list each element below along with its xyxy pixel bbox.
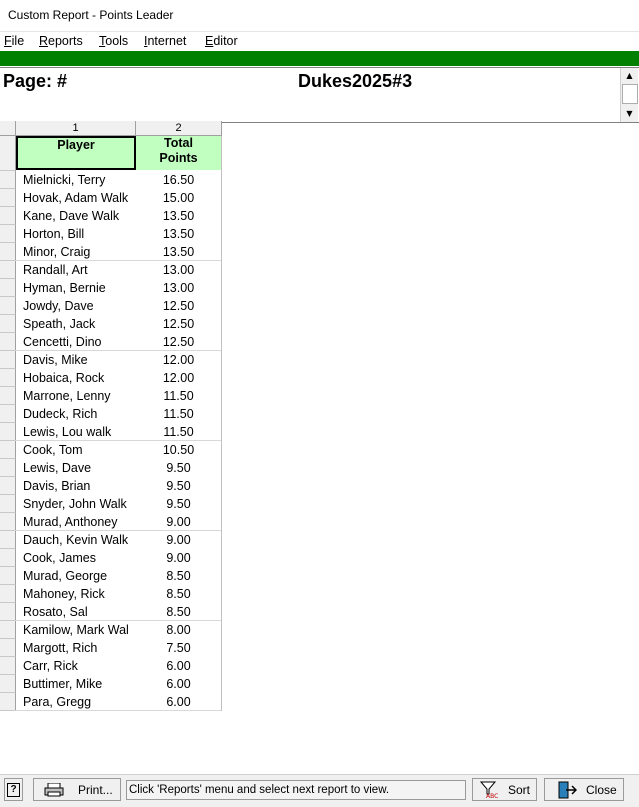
points-cell[interactable]: 13.00 xyxy=(162,263,195,277)
status-bar xyxy=(0,774,639,807)
player-name-cell[interactable]: Horton, Bill xyxy=(23,227,85,241)
points-header-cell[interactable]: Total Points xyxy=(136,136,221,170)
row-header[interactable] xyxy=(0,495,16,513)
points-cell[interactable]: 7.50 xyxy=(166,641,191,655)
points-cell[interactable]: 12.50 xyxy=(162,299,195,313)
help-button[interactable] xyxy=(4,778,23,801)
row-header[interactable] xyxy=(0,621,16,639)
player-name-cell[interactable]: Dauch, Kevin Walk xyxy=(23,533,129,547)
points-cell[interactable]: 12.50 xyxy=(162,335,195,349)
row-header[interactable] xyxy=(0,675,16,693)
row-header[interactable] xyxy=(0,603,16,621)
points-cell[interactable]: 6.00 xyxy=(166,695,191,709)
row-header[interactable] xyxy=(0,513,16,531)
points-cell[interactable]: 13.50 xyxy=(162,209,195,223)
svg-text:ABC: ABC xyxy=(486,792,499,799)
menu-internet[interactable]: Internet xyxy=(144,34,187,48)
player-name-cell[interactable]: Lewis, Dave xyxy=(23,461,92,475)
corner-cell xyxy=(0,121,16,136)
close-label: Close xyxy=(586,782,617,797)
points-cell[interactable]: 9.00 xyxy=(166,515,191,529)
points-cell[interactable]: 8.50 xyxy=(166,587,191,601)
points-cell[interactable]: 9.00 xyxy=(166,551,191,565)
points-cell[interactable]: 6.00 xyxy=(166,659,191,673)
grid-right-border xyxy=(221,136,222,711)
page-label: Page: # xyxy=(3,71,68,91)
print-label: Print... xyxy=(78,782,113,797)
points-cell[interactable]: 9.50 xyxy=(166,461,191,475)
row-header[interactable] xyxy=(0,207,16,225)
scroll-up-arrow-icon[interactable]: ▲ xyxy=(626,71,633,80)
row-header[interactable] xyxy=(0,657,16,675)
row-header[interactable] xyxy=(0,333,16,351)
points-cell[interactable]: 13.50 xyxy=(162,227,195,241)
exit-door-icon xyxy=(557,781,577,799)
row-header[interactable] xyxy=(0,279,16,297)
player-name-cell[interactable]: Buttimer, Mike xyxy=(23,677,103,691)
status-message: Click 'Reports' menu and select next report to view. xyxy=(126,780,466,800)
report-header xyxy=(0,67,639,123)
player-name-cell[interactable]: Hovak, Adam Walk xyxy=(23,191,129,205)
row-header[interactable] xyxy=(0,477,16,495)
row-header[interactable] xyxy=(0,261,16,279)
player-name-cell[interactable]: Marrone, Lenny xyxy=(23,389,111,403)
points-cell[interactable]: 13.50 xyxy=(162,245,195,259)
points-cell[interactable]: 16.50 xyxy=(162,173,195,187)
points-cell[interactable]: 12.50 xyxy=(162,317,195,331)
points-cell[interactable]: 8.00 xyxy=(166,623,191,637)
points-cell[interactable]: 11.50 xyxy=(163,389,194,403)
player-name-cell[interactable]: Minor, Craig xyxy=(23,245,91,259)
row-header[interactable] xyxy=(0,423,16,441)
points-cell[interactable]: 15.00 xyxy=(162,191,195,205)
scroll-down-arrow-icon[interactable]: ▼ xyxy=(626,109,633,118)
column-header-2[interactable]: 2 xyxy=(136,121,222,136)
menu-bar xyxy=(0,32,639,50)
row-header[interactable] xyxy=(0,225,16,243)
header-scrollbar[interactable] xyxy=(620,68,638,122)
points-cell[interactable]: 9.50 xyxy=(166,479,191,493)
group-divider xyxy=(15,710,222,711)
player-name-cell[interactable]: Carr, Rick xyxy=(23,659,78,673)
row-header[interactable] xyxy=(0,387,16,405)
points-cell[interactable]: 8.50 xyxy=(166,569,191,583)
window-title: Custom Report - Points Leader xyxy=(8,8,174,22)
player-name-cell[interactable]: Lewis, Lou walk xyxy=(23,425,112,439)
row-header[interactable] xyxy=(0,441,16,459)
row-header[interactable] xyxy=(0,171,16,189)
points-cell[interactable]: 12.00 xyxy=(162,371,195,385)
player-name-cell[interactable]: Davis, Mike xyxy=(23,353,88,367)
printer-icon xyxy=(44,783,64,797)
menu-reports[interactable]: Reports xyxy=(39,34,83,48)
accent-bar xyxy=(0,51,639,66)
row-header[interactable] xyxy=(0,315,16,333)
player-name-cell[interactable]: Margott, Rich xyxy=(23,641,98,655)
player-name-cell[interactable]: Hobaica, Rock xyxy=(23,371,105,385)
points-cell[interactable]: 6.00 xyxy=(166,677,191,691)
player-name-cell[interactable]: Speath, Jack xyxy=(23,317,96,331)
report-name: Dukes2025#3 xyxy=(298,71,413,91)
player-name-cell[interactable]: Mahoney, Rick xyxy=(23,587,105,601)
menu-file[interactable]: File xyxy=(4,34,25,48)
player-name-cell[interactable]: Murad, Anthoney xyxy=(23,515,118,529)
row-header[interactable] xyxy=(0,405,16,423)
row-header[interactable] xyxy=(0,351,16,369)
player-name-cell[interactable]: Cook, Tom xyxy=(23,443,83,457)
sort-label: Sort xyxy=(508,782,531,797)
points-cell[interactable]: 13.00 xyxy=(162,281,195,295)
player-header-cell[interactable]: Player xyxy=(16,136,136,170)
player-name-cell[interactable]: Murad, George xyxy=(23,569,108,583)
scroll-thumb[interactable] xyxy=(622,84,638,104)
points-cell[interactable]: 10.50 xyxy=(162,443,195,457)
points-cell[interactable]: 12.00 xyxy=(162,353,195,367)
row-header[interactable] xyxy=(0,639,16,657)
row-header[interactable] xyxy=(0,549,16,567)
player-name-cell[interactable]: Kamilow, Mark Wal xyxy=(23,623,129,637)
player-name-cell[interactable]: Cook, James xyxy=(23,551,96,565)
player-name-cell[interactable]: Davis, Brian xyxy=(23,479,91,493)
menu-editor[interactable]: Editor xyxy=(205,34,238,48)
close-button[interactable] xyxy=(544,778,624,801)
row-header[interactable] xyxy=(0,297,16,315)
row-header[interactable] xyxy=(0,243,16,261)
sort-filter-icon xyxy=(480,781,500,799)
player-name-cell[interactable]: Para, Gregg xyxy=(23,695,92,709)
player-name-cell[interactable]: Snyder, John Walk xyxy=(23,497,127,511)
row-header[interactable] xyxy=(0,531,16,549)
row-header[interactable] xyxy=(0,693,16,711)
help-icon: ? xyxy=(7,783,20,797)
player-name-cell[interactable]: Kane, Dave Walk xyxy=(23,209,120,223)
player-name-cell[interactable]: Randall, Art xyxy=(23,263,88,277)
player-name-cell[interactable]: Cencetti, Dino xyxy=(23,335,102,349)
player-name-cell[interactable]: Dudeck, Rich xyxy=(23,407,98,421)
sort-button[interactable] xyxy=(472,778,537,801)
row-header[interactable] xyxy=(0,136,16,171)
row-header[interactable] xyxy=(0,189,16,207)
points-cell[interactable]: 9.50 xyxy=(166,497,191,511)
points-cell[interactable]: 8.50 xyxy=(166,605,191,619)
row-header[interactable] xyxy=(0,459,16,477)
points-cell[interactable]: 11.50 xyxy=(163,425,194,439)
player-name-cell[interactable]: Rosato, Sal xyxy=(23,605,88,619)
player-name-cell[interactable]: Jowdy, Dave xyxy=(23,299,94,313)
menu-tools[interactable]: Tools xyxy=(99,34,129,48)
row-header[interactable] xyxy=(0,369,16,387)
points-cell[interactable]: 11.50 xyxy=(163,407,194,421)
print-button[interactable] xyxy=(33,778,121,801)
points-cell[interactable]: 9.00 xyxy=(166,533,191,547)
row-header[interactable] xyxy=(0,585,16,603)
title-bar xyxy=(0,0,639,32)
player-name-cell[interactable]: Hyman, Bernie xyxy=(23,281,106,295)
row-header[interactable] xyxy=(0,567,16,585)
player-name-cell[interactable]: Mielnicki, Terry xyxy=(23,173,106,187)
column-header-1[interactable]: 1 xyxy=(16,121,136,136)
